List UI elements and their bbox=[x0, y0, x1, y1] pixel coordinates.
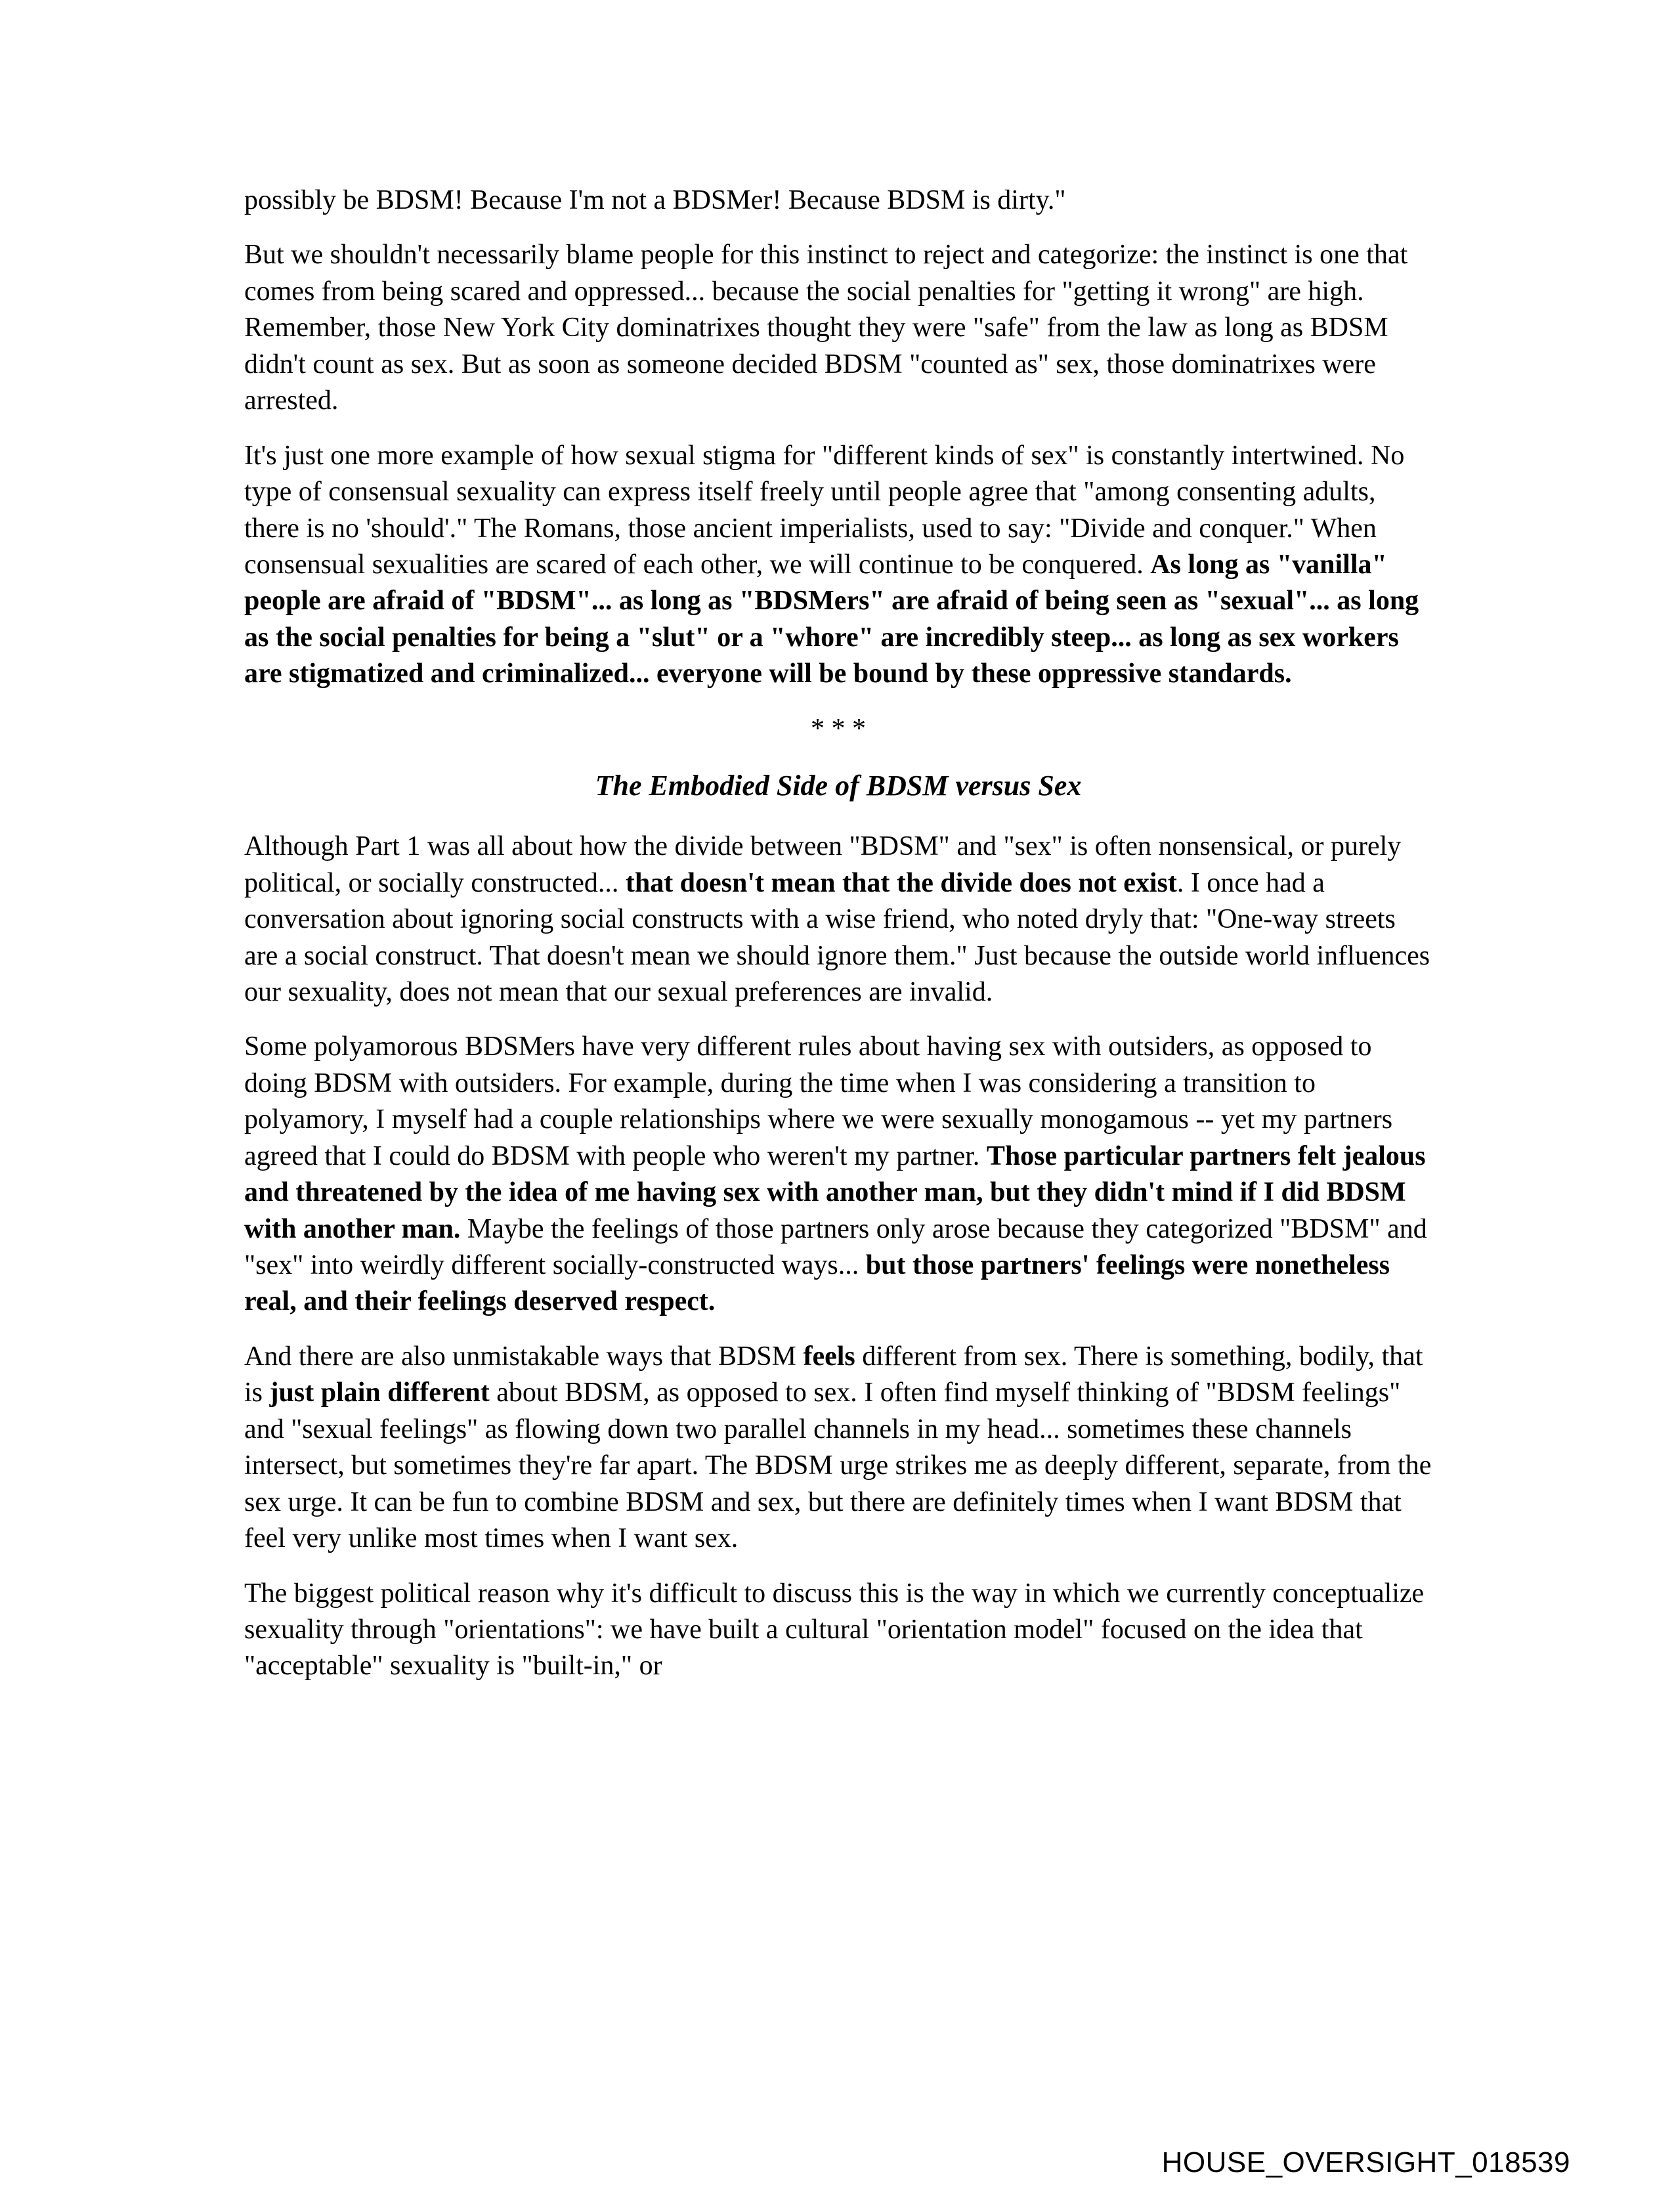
bold-text-run: just plain different bbox=[269, 1377, 490, 1408]
text-run: . I once had a conversation about ignoring social constructs with a wise friend, who noted dryly that: "One-way streets are a social construct. That doesn't mean we should ignore them." Just because the outside world influences our sexuality, does not mean that our sexual preferences are invalid. bbox=[244, 867, 1430, 1007]
bold-text-run: As long as "vanilla" people are afraid of "BDSM"... as long as "BDSMers" are afraid of being seen as "sexual"... as long as the social penalties for being a "slut" or a "whore" are incredibly steep... as long as sex workers are stigmatized and criminalized... everyone will be bound by these oppressive standards. bbox=[244, 549, 1419, 689]
text-run: It's just one more example of how sexual stigma for "different kinds of sex" is constantly intertwined. No type of consensual sexuality can express itself freely until people agree that "among consenting adults, there is no 'should'." The Romans, those ancient imperialists, used to say: "Divide and conquer." When consensual sexualities are scared of each other, we will continue to be conquered. bbox=[244, 440, 1405, 580]
section-separator: * * * bbox=[811, 713, 866, 744]
paragraph bbox=[244, 829, 1432, 1010]
paragraph bbox=[244, 1339, 1432, 1557]
text-run: about BDSM, as opposed to sex. I often find myself thinking of "BDSM feelings" and "sexual feelings" as flowing down two parallel channels in my head... sometimes these channels intersect, but sometimes they're far apart. The BDSM urge strikes me as deeply different, separate, from the sex urge. It can be fun to combine BDSM and sex, but there are definitely times when I want BDSM that feel very unlike most times when I want sex. bbox=[244, 1377, 1432, 1554]
paragraph bbox=[244, 438, 1432, 693]
bold-text-run: feels bbox=[803, 1341, 855, 1372]
text-run: possibly be BDSM! Because I'm not a BDSMer! Because BDSM is dirty." bbox=[244, 185, 1066, 215]
text-run: But we shouldn't necessarily blame people for this instinct to reject and categorize: the instinct is one that comes from being scared and oppressed... because the social penalties for "getting it wrong" are high. Remember, those New York City dominatrixes thought they were "safe" from the law as long as BDSM didn't count as sex. But as soon as someone decided BDSM "counted as" sex, those dominatrixes were arrested. bbox=[244, 240, 1408, 416]
paragraph bbox=[244, 237, 1432, 419]
paragraph bbox=[244, 1576, 1432, 1685]
paragraph bbox=[244, 183, 1432, 219]
text-run: The biggest political reason why it's difficult to discuss this is the way in which we currently conceptualize sexuality through "orientations": we have built a cultural "orientation model" focused on the idea that "acceptable" sexuality is "built-in," or bbox=[244, 1578, 1425, 1681]
text-run: Although Part 1 was all about how the divide between "BDSM" and "sex" is often nonsensical, or purely political, or socially constructed... bbox=[244, 831, 1402, 898]
bates-number: HOUSE_OVERSIGHT_018539 bbox=[1161, 2146, 1570, 2179]
bold-text-run: that doesn't mean that the divide does not exist bbox=[625, 867, 1177, 898]
paragraph bbox=[244, 1029, 1432, 1320]
section-heading: The Embodied Side of BDSM versus Sex bbox=[595, 770, 1082, 802]
text-run: Maybe the feelings of those partners only arose because they categorized "BDSM" and "sex" into weirdly different socially-constructed ways... bbox=[244, 1213, 1427, 1281]
bold-text-run: Those particular partners felt jealous and threatened by the idea of me having sex with another man, but they didn't mind if I did BDSM with another man. bbox=[244, 1140, 1426, 1244]
text-run: Some polyamorous BDSMers have very different rules about having sex with outsiders, as opposed to doing BDSM with outsiders. For example, during the time when I was considering a transition to polyamory, I myself had a couple relationships where we were sexually monogamous -- yet my partners agreed that I could do BDSM with people who weren't my partner. bbox=[244, 1031, 1393, 1171]
bold-text-run: but those partners' feelings were nonetheless real, and their feelings deserved respect. bbox=[244, 1250, 1390, 1317]
text-run: And there are also unmistakable ways that BDSM bbox=[244, 1341, 804, 1372]
text-run: different from sex. There is something, bodily, that is bbox=[244, 1341, 1423, 1408]
document-body bbox=[244, 183, 1432, 1703]
